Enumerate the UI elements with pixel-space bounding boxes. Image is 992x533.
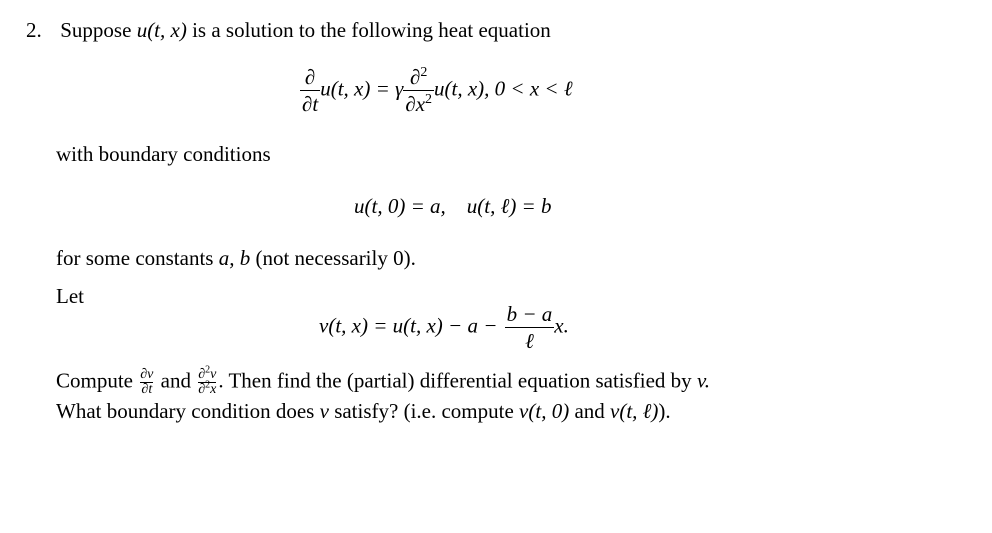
- v-definition-tail: x.: [554, 313, 569, 338]
- exponent: 2: [205, 364, 211, 376]
- d2v-dx2-fraction: [198, 364, 217, 397]
- v-fraction-denominator: ℓ: [505, 327, 555, 352]
- constants-vars: a, b: [218, 246, 251, 270]
- boundary-question-end: ).: [658, 399, 671, 423]
- time-derivative-numerator: ∂: [304, 65, 316, 89]
- let-text: Let: [56, 284, 84, 308]
- compute-rest: . Then find the (partial) differential equation satisfied by: [218, 368, 692, 393]
- partial-symbol: ∂: [198, 382, 206, 397]
- x-var: x: [210, 382, 217, 397]
- v-definition: [319, 303, 569, 352]
- compute-line-2: [56, 401, 671, 422]
- exponent: 2: [420, 65, 428, 80]
- dv-dt-numerator: ∂v: [140, 367, 154, 382]
- boundary-question-prefix: What boundary condition does: [56, 399, 315, 423]
- problem-intro: [26, 20, 551, 41]
- problem-number: 2.: [26, 18, 42, 42]
- dv-dt-fraction: [140, 368, 153, 397]
- and-word: and: [574, 399, 605, 423]
- partial-symbol: ∂: [198, 367, 206, 382]
- v-definition-fraction: [505, 303, 555, 352]
- v-variable: v.: [696, 368, 710, 393]
- constants-line: [56, 248, 416, 269]
- heat-equation-lhs: u(t, x) = γ: [320, 76, 404, 101]
- d2x-denominator: [198, 379, 217, 397]
- dv-dt-denominator: ∂t: [141, 382, 153, 397]
- heat-equation: [300, 66, 573, 115]
- boundary-text: with boundary conditions: [56, 142, 271, 166]
- constants-prefix: for some constants: [56, 246, 214, 270]
- intro-function: u(t, x): [136, 18, 187, 42]
- space-derivative-denominator: [403, 90, 434, 115]
- intro-suffix: is a solution to the following heat equation: [192, 18, 551, 42]
- and-word: and: [160, 368, 191, 393]
- time-derivative-fraction: [300, 66, 320, 115]
- boundary-conditions: u(t, 0) = a, u(t, ℓ) = b: [354, 194, 552, 218]
- v-variable: v: [319, 399, 329, 423]
- intro-prefix: Suppose: [60, 18, 132, 42]
- time-derivative-denominator: ∂t: [302, 92, 319, 117]
- v-var: v: [210, 367, 217, 382]
- space-derivative-numerator: [403, 66, 434, 90]
- v-fraction-numerator: b − a: [506, 302, 553, 326]
- compute-word: Compute: [56, 368, 133, 393]
- exponent: 2: [425, 92, 433, 108]
- space-derivative-fraction: [403, 66, 434, 115]
- v-at-zero: v(t, 0): [519, 399, 570, 423]
- exponent: 2: [205, 379, 211, 391]
- partial-symbol: ∂: [409, 65, 421, 89]
- v-definition-lhs: v(t, x) = u(t, x) − a −: [319, 313, 498, 338]
- dx-symbol: ∂x: [405, 92, 426, 117]
- heat-equation-rhs: u(t, x), 0 < x < ℓ: [434, 76, 573, 101]
- v-at-ell: v(t, ℓ): [610, 399, 659, 423]
- constants-suffix: (not necessarily 0).: [255, 246, 416, 270]
- boundary-question-mid: satisfy? (i.e. compute: [334, 399, 514, 423]
- compute-line-1: [56, 364, 710, 397]
